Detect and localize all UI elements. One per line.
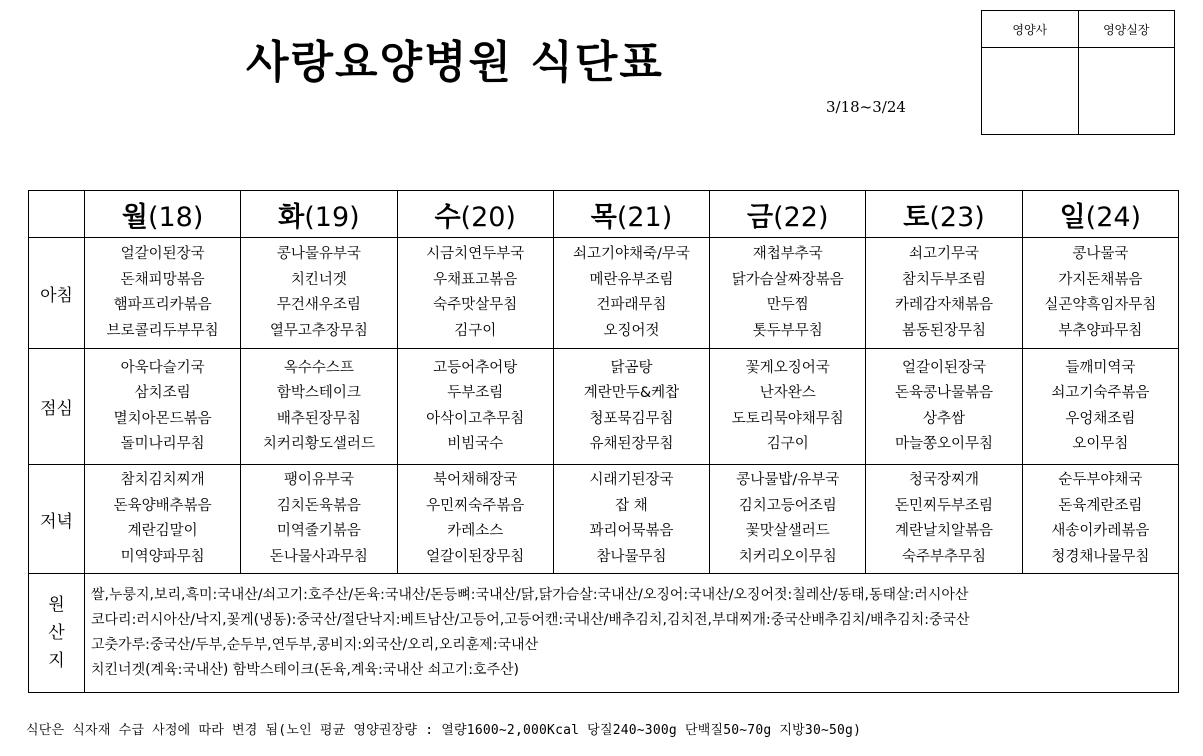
day-header	[241, 191, 397, 238]
meal-label: 점심	[29, 349, 85, 465]
menu-item: 닭곰탕	[610, 359, 653, 376]
menu-item: 얼갈이된장무침	[426, 548, 525, 565]
origin-label-char: 지	[48, 651, 65, 671]
origin-line: 치킨너겟(계육:국내산) 함박스테이크(돈육,계육:국내산 쇠고기:호주산)	[91, 662, 520, 678]
menu-item: 삼치조림	[134, 385, 191, 401]
menu-item: 얼갈이된장국	[902, 359, 987, 376]
menu-cell	[553, 238, 709, 349]
menu-cell	[866, 238, 1022, 349]
menu-item: 우민찌숙주볶음	[426, 497, 525, 514]
menu-item: 열무고추장무침	[269, 322, 368, 339]
menu-item: 시래기된장국	[589, 472, 674, 488]
menu-cell	[866, 349, 1022, 465]
menu-item: 시금치연두부국	[426, 246, 525, 262]
menu-table	[28, 190, 1179, 693]
menu-item: 옥수수스프	[283, 359, 354, 376]
menu-item: 무건새우조림	[276, 297, 361, 313]
menu-item: 청포묵김무침	[589, 410, 674, 427]
menu-item: 돈민찌두부조림	[895, 497, 994, 514]
menu-item: 비빔국수	[447, 436, 504, 452]
day-name: 일	[1059, 201, 1086, 233]
nutritionist-sign-cell	[982, 48, 1079, 135]
day-name: 토	[903, 201, 930, 233]
menu-item: 잡 채	[615, 497, 648, 514]
day-header	[710, 191, 866, 238]
menu-cell	[241, 465, 397, 574]
menu-item: 돌미나리무침	[120, 436, 205, 452]
menu-item: 쇠고기무국	[909, 246, 980, 262]
menu-item: 김구이	[454, 322, 497, 339]
day-header	[553, 191, 709, 238]
origin-info	[85, 574, 1179, 693]
menu-item: 참나물무침	[596, 548, 667, 565]
menu-cell	[710, 349, 866, 465]
menu-item: 얼갈이된장국	[120, 246, 205, 262]
meal-row-dinner	[29, 465, 1179, 574]
origin-row	[29, 574, 1179, 693]
menu-item: 들깨미역국	[1065, 359, 1136, 376]
menu-item: 북어채해장국	[433, 472, 518, 488]
menu-item: 유채된장무침	[589, 436, 674, 452]
menu-item: 가지돈채볶음	[1058, 271, 1143, 288]
menu-cell	[553, 349, 709, 465]
origin-label	[29, 574, 85, 693]
menu-item: 닭가슴살짜장볶음	[731, 271, 844, 288]
menu-item: 아삭이고추무침	[426, 410, 525, 427]
menu-item: 콩나물유부국	[276, 246, 361, 262]
nutritionist-label: 영양사	[982, 11, 1079, 48]
menu-item: 숙주맛살무침	[433, 297, 518, 313]
menu-item: 꽃게오징어국	[745, 359, 830, 376]
menu-item: 돈나물사과무침	[269, 548, 368, 565]
menu-item: 꽈리어묵볶음	[589, 523, 674, 539]
menu-item: 우엉채조림	[1065, 410, 1136, 427]
menu-cell	[241, 349, 397, 465]
menu-cell	[397, 465, 553, 574]
menu-cell	[1022, 238, 1178, 349]
day-date: (22)	[773, 201, 829, 233]
menu-item: 두부조림	[447, 385, 504, 401]
day-header	[85, 191, 241, 238]
menu-item: 햄파프리카볶음	[113, 297, 212, 313]
date-range: 3/18~3/24	[826, 98, 906, 116]
day-name: 화	[278, 201, 305, 233]
menu-item: 오이무침	[1072, 436, 1129, 452]
menu-item: 멸치아몬드볶음	[113, 410, 212, 427]
menu-item: 치커리황도샐러드	[262, 436, 375, 452]
meal-row-lunch	[29, 349, 1179, 465]
menu-cell	[710, 465, 866, 574]
menu-item: 쇠고기숙주볶음	[1051, 385, 1150, 401]
meal-row-breakfast	[29, 238, 1179, 349]
origin-label-char: 산	[48, 623, 65, 643]
menu-item: 함박스테이크	[276, 385, 361, 401]
menu-cell	[1022, 465, 1178, 574]
menu-item: 팽이유부국	[283, 472, 354, 488]
menu-item: 새송이카레볶음	[1051, 523, 1150, 539]
menu-item: 꽃맛살샐러드	[745, 523, 830, 539]
footer-note: 식단은 식자재 수급 사정에 따라 변경 됨(노인 평균 영양권장량 : 열량1600~2,000Kcal 당질240~300g 단백질50~70g 지방30~50g)	[26, 723, 862, 738]
menu-cell	[85, 238, 241, 349]
day-header	[397, 191, 553, 238]
day-date: (24)	[1085, 201, 1142, 233]
page-title: 사랑요양병원 식단표	[246, 37, 664, 88]
meal-label: 저녁	[29, 465, 85, 574]
origin-line: 쌀,누룽지,보리,흑미:국내산/쇠고기:호주산/돈육:국내산/돈등뼈:국내산/닭,닭가슴살:국내산/오징어:국내산/오징어젓:칠레산/동태,동태살:러시아산	[91, 587, 969, 603]
menu-cell	[1022, 349, 1178, 465]
day-header-row	[29, 191, 1179, 238]
menu-item: 미역양파무침	[120, 548, 205, 565]
menu-item: 부추양파무침	[1058, 322, 1143, 339]
menu-cell	[553, 465, 709, 574]
menu-item: 참치김치찌개	[120, 472, 205, 488]
day-date: (19)	[304, 201, 360, 233]
menu-cell	[866, 465, 1022, 574]
origin-line: 코다리:러시아산/낙지,꽃게(냉동):중국산/절단낙지:베트남산/고등어,고등어캔:국내산/배추김치,김치전,부대찌개:중국산배추김치/배추김치:중국산	[91, 612, 970, 628]
menu-item: 카레소스	[447, 523, 504, 539]
menu-item: 상추쌈	[923, 410, 966, 427]
day-name: 수	[434, 201, 461, 233]
menu-item: 아욱다슬기국	[120, 359, 205, 376]
menu-item: 돈육계란조림	[1058, 497, 1143, 514]
menu-item: 숙주부추무침	[902, 548, 987, 565]
menu-item: 카레감자채볶음	[895, 297, 994, 313]
menu-item: 도토리묵야채무침	[731, 410, 844, 427]
menu-item: 순두부야채국	[1058, 472, 1143, 488]
nutrition-head-sign-cell	[1078, 48, 1175, 135]
menu-item: 치커리오이무침	[738, 548, 837, 565]
menu-item: 난자완스	[759, 385, 816, 401]
day-date: (23)	[929, 201, 985, 233]
menu-item: 미역줄기볶음	[276, 523, 361, 539]
menu-item: 배추된장무침	[276, 410, 361, 427]
day-header	[1022, 191, 1178, 238]
menu-item: 계란날치알볶음	[895, 523, 994, 539]
menu-cell	[241, 238, 397, 349]
approval-box	[981, 10, 1175, 135]
menu-item: 브로콜리두부무침	[106, 322, 219, 339]
menu-item: 쇠고기야채죽/무국	[573, 246, 690, 262]
menu-item: 고등어추어탕	[433, 359, 518, 376]
day-name: 목	[590, 201, 617, 233]
origin-label-char: 원	[48, 595, 65, 615]
menu-cell	[397, 238, 553, 349]
menu-item: 우채표고볶음	[433, 271, 518, 288]
menu-item: 톳두부무침	[752, 322, 823, 339]
menu-item: 재첩부추국	[752, 246, 823, 262]
menu-cell	[85, 465, 241, 574]
menu-item: 메란유부조림	[589, 271, 674, 288]
day-name: 금	[747, 201, 774, 233]
menu-item: 돈채피망볶음	[120, 271, 205, 288]
menu-item: 청경채나물무침	[1051, 548, 1150, 565]
menu-cell	[397, 349, 553, 465]
menu-item: 참치두부조림	[902, 271, 987, 288]
menu-item: 만두찜	[766, 297, 809, 313]
menu-item: 콩나물밥/유부국	[736, 472, 840, 488]
menu-item: 콩나물국	[1072, 246, 1129, 262]
menu-item: 김구이	[766, 436, 809, 452]
menu-item: 치킨너겟	[290, 271, 347, 288]
menu-item: 실곤약흑임자무침	[1044, 297, 1157, 313]
menu-item: 김치고등어조림	[738, 497, 837, 514]
menu-item: 마늘쫑오이무침	[895, 436, 994, 452]
menu-item: 돈육양배추볶음	[113, 497, 212, 514]
menu-item: 건파래무침	[596, 297, 667, 313]
day-name: 월	[121, 201, 148, 233]
day-date: (21)	[616, 201, 673, 233]
menu-item: 김치돈육볶음	[276, 497, 361, 514]
menu-item: 오징어젓	[603, 322, 660, 339]
corner-cell	[29, 191, 85, 238]
menu-item: 봄동된장무침	[902, 322, 987, 339]
menu-cell	[85, 349, 241, 465]
day-date: (18)	[147, 201, 204, 233]
nutrition-head-label: 영양실장	[1078, 11, 1175, 48]
menu-item: 돈육콩나물볶음	[895, 385, 994, 401]
meal-label: 아침	[29, 238, 85, 349]
menu-item: 계란김말이	[127, 523, 198, 539]
menu-cell	[710, 238, 866, 349]
day-header	[866, 191, 1022, 238]
menu-item: 계란만두&케찹	[583, 385, 680, 401]
menu-item: 청국장찌개	[909, 472, 980, 488]
day-date: (20)	[460, 201, 516, 233]
origin-line: 고춧가루:중국산/두부,순두부,연두부,콩비지:외국산/오리,오리훈제:국내산	[91, 637, 539, 653]
